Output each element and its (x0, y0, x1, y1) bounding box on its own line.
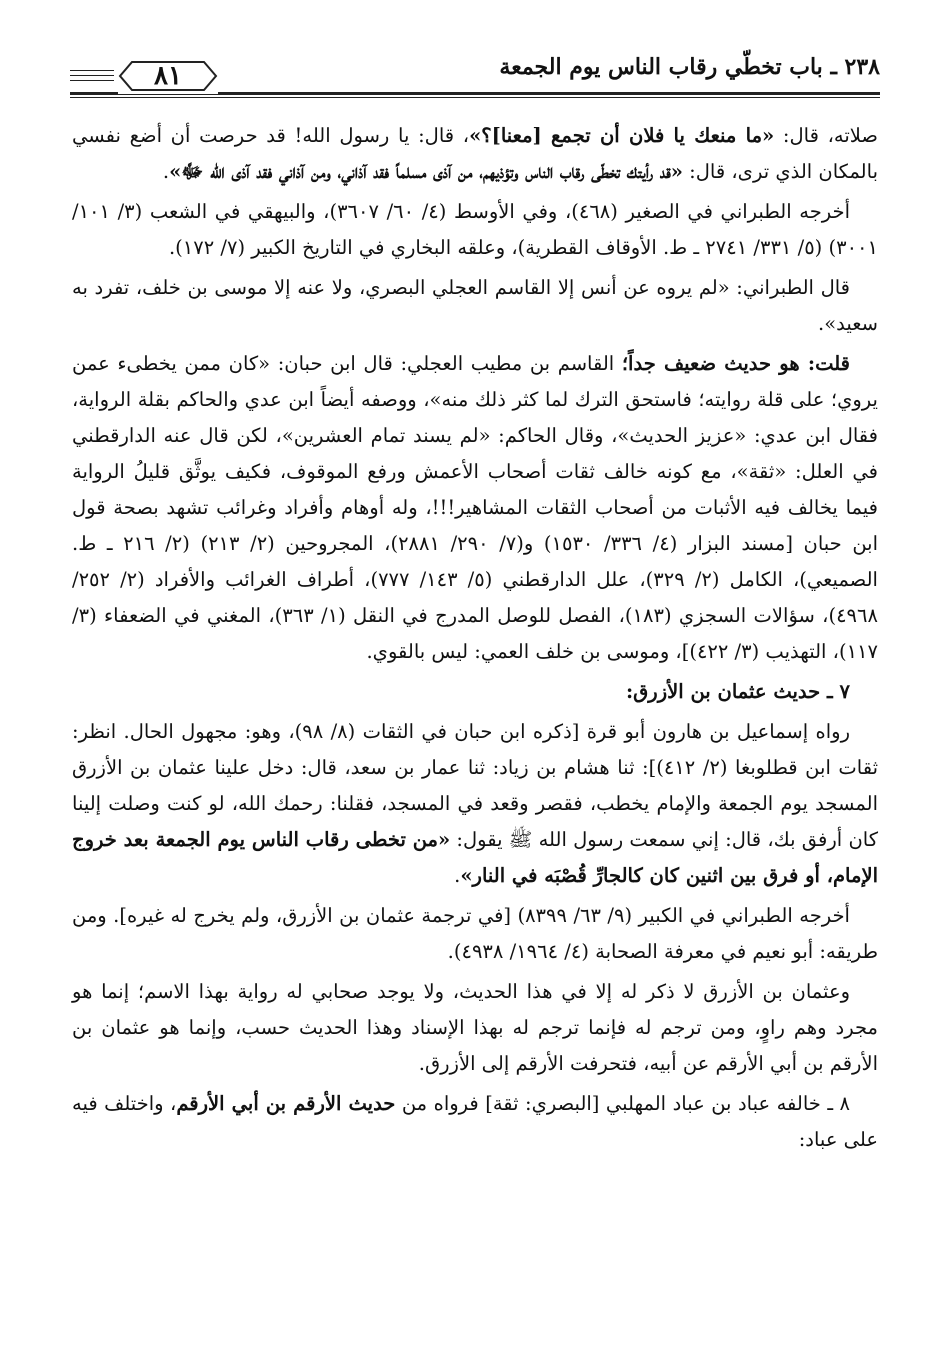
paragraph-uthman-hadith (72, 714, 878, 894)
text-run: ، قال: يا رسول الله! قد حرصت أن أضع نفسي بالمكان الذي ترى، قال: (72, 124, 878, 183)
section-heading-7: ٧ ـ حديث عثمان بن الأزرق: (625, 680, 850, 703)
text-run: ٨ ـ خالفه عباد بن عباد المهلبي [البصري: ثقة] فرواه من (395, 1092, 850, 1115)
grading-statement: قلت: هو حديث ضعيف جداً؛ (621, 352, 850, 375)
text-run: صلاته، قال: (774, 124, 878, 147)
text-run: القاسم بن مطيب العجلي: قال ابن حبان: «كان ممن يخطىء عمن يروي؛ على قلة روايته؛ فاستحق الترك لما كثر ذلك منه»، ووصفه أيضاً ابن عدي والحاكم بقلة الرواية، فقال ابن عدي: «عزيز الحديث»، وقال الحاكم: «لم يسند تمام العشرين»، لكن قال عنه الدارقطني في العلل: «ثقة»، مع كونه خالف ثقات أصحاب الأعمش ورفع الموقوف، فكيف يوثَّق قليلُ الرواية فيما يخالف فيه الأثبات من أصحاب الثقات المشاهير!!!، وله أوهام وأفراد وغرائب تشهد بصحة قول ابن حبان [مسند البزار (٤/ ٣٣٦/ ١٥٣٠) و(٧/ ٢٩٠/ ٢٨٨١)، المجروحين (٢/ ٢١٣) (٢/ ٢١٦ ـ ط. الصميعي)، الكامل (٢/ ٣٢٩)، علل الدارقطني (٥/ ١٤٣/ ٧٧٧)، أطراف الغرائب والأفراد (٢/ ٢٥٢/ ٤٩٦٨)، سؤالات السجزي (١٨٣)، الفصل للوصل المدرج في النقل (١/ ٣٦٣)، المغني في الضعفاء (٣/ ١١٧)، التهذيب (٣/ ٤٢٢)]، وموسى بن خلف العمي: ليس بالقوي. (72, 352, 879, 663)
paragraph-uthman-comment: وعثمان بن الأزرق لا ذكر له إلا في هذا الحديث، ولا يوجد صحابي له رواية بهذا الاسم؛ إنما هو مجرد وهم راوٍ، ومن ترجم له فإنما ترجم له بهذا الإسناد وهذا الحديث حسب، وإنما هو عثمان بن الأرقم بن أبي الأرقم عن أبيه، فتحرفت الأرقم إلى الأزرق. (72, 980, 878, 1075)
hadith-quote: «من تخطى رقاب الناس يوم الجمعة بعد خروج الإمام، أو فرق بين اثنين كان كالجارِّ قُصْبَه في النار» (72, 828, 878, 887)
page-body (72, 118, 878, 1162)
paragraph-hadith-text (72, 118, 878, 190)
page-number: ٨١ (154, 61, 182, 91)
running-title: ٢٣٨ ـ باب تخطّي رقاب الناس يوم الجمعة (491, 54, 880, 80)
page-header (70, 52, 880, 100)
header-ornament (70, 70, 114, 85)
text-run: . (162, 160, 170, 183)
paragraph-tabarani-comment: قال الطبراني: «لم يروه عن أنس إلا القاسم العجلي البصري، ولا عنه إلا موسى بن خلف، تفرد به سعيد». (72, 276, 878, 335)
paragraph-grading (72, 346, 878, 670)
text-run: رواه إسماعيل بن هارون أبو قرة [ذكره ابن حبان في الثقات (٨/ ٩٨)، وهو: مجهول الحال. انظر: ثقات ابن قطلوبغا (٢/ ٤١٢)]: ثنا هشام بن زياد: ثنا عمار بن سعد، قال: دخل علينا عثمان بن الأزرق المسجد يوم الجمعة والإمام يخطب، فقصر وقعد في المسجد، فقلنا: رحمك الله، لو كنت وصلت إلينا كان أرفق بك، قال: إني سمعت رسول الله ﷺ يقول: (72, 720, 878, 851)
hadith-quote: «ما منعك يا فلان أن تجمع [معنا]؟» (469, 124, 775, 147)
paragraph-takhrij: أخرجه الطبراني في الصغير (٤٦٨)، وفي الأوسط (٤/ ٦٠/ ٣٦٠٧)، والبيهقي في الشعب (٣/ ١٠١/ ٣٠٠١) (٥/ ٣٣١/ ٢٧٤١ ـ ط. الأوقاف القطرية)، وعلقه البخاري في التاريخ الكبير (٧/ ١٧٢). (72, 200, 878, 259)
text-run: . (454, 864, 461, 887)
page-number-badge (118, 58, 218, 94)
hadith-quote: «قد رأيتك تخطّى رقاب الناس وتؤذيهم، من آذى مسلماً فقد آذاني، ومن آذاني فقد آذى الله ﷻ» (169, 160, 683, 183)
paragraph-section-8 (72, 1086, 878, 1158)
text-run: ، واختلف فيه على عباد: (72, 1092, 878, 1151)
hadith-name: حديث الأرقم بن أبي الأرقم (176, 1092, 396, 1115)
header-rule-thin (70, 97, 880, 98)
paragraph-uthman-takhrij: أخرجه الطبراني في الكبير (٩/ ٦٣/ ٨٣٩٩) [في ترجمة عثمان بن الأزرق، ولم يخرج له غيره]. ومن طريقه: أبو نعيم في معرفة الصحابة (٤/ ١٩٦٤/ ٤٩٣٨). (72, 904, 878, 963)
